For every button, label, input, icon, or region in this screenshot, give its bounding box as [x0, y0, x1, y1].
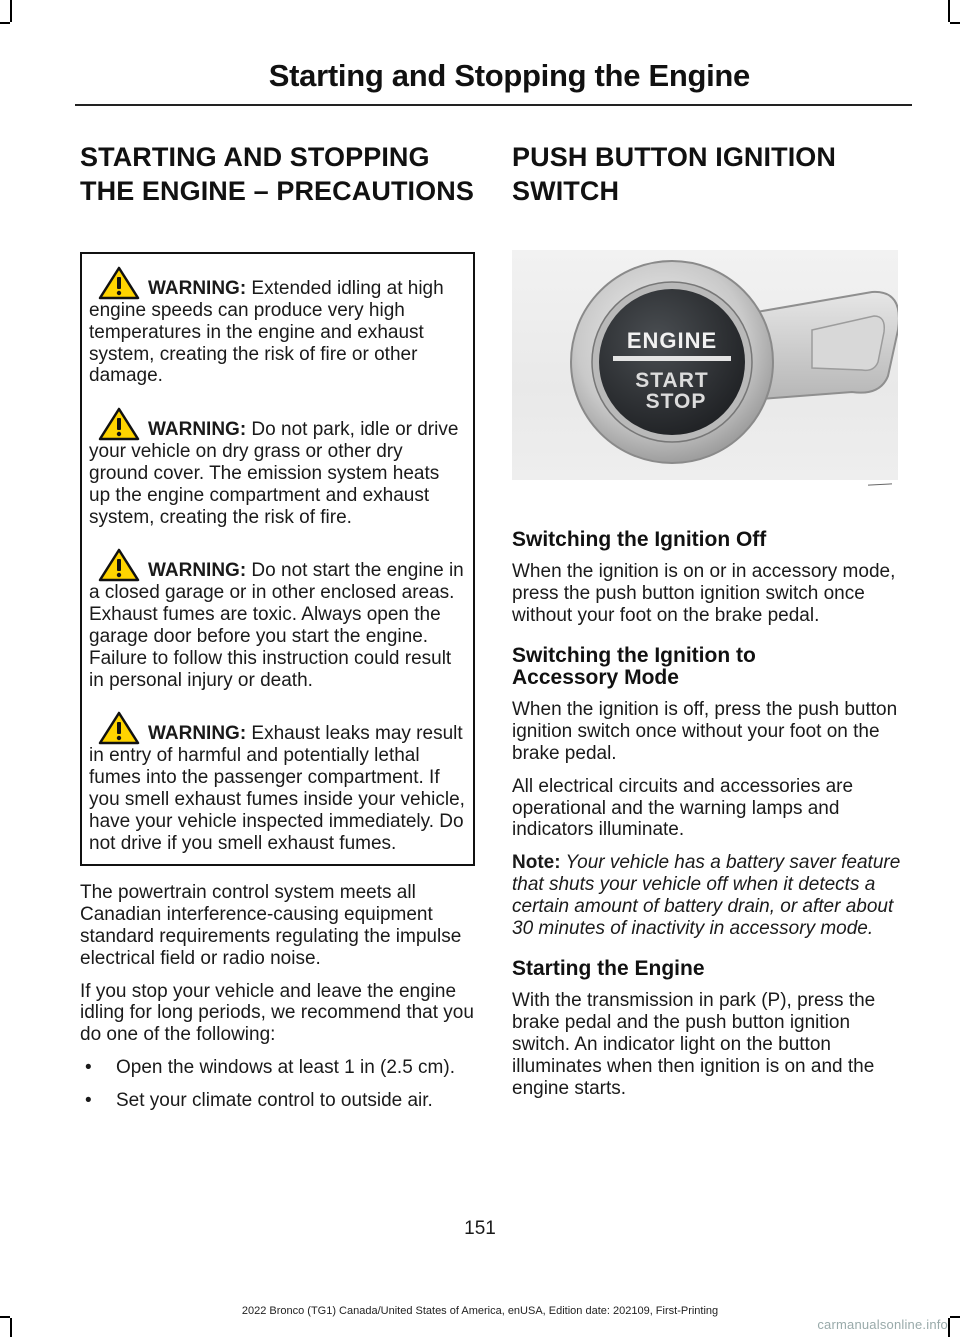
- warning-item: [89, 548, 465, 691]
- crop-mark: [10, 0, 12, 22]
- footer: 2022 Bronco (TG1) Canada/United States of America, enUSA, Edition date: 202109, First-Printing: [241, 1305, 719, 1317]
- body-text: [80, 882, 475, 1111]
- page-number: 151: [464, 1218, 496, 1239]
- section-heading-push-button: [512, 140, 910, 208]
- warning-label: WARNING:: [148, 560, 247, 582]
- section-heading-precautions: [80, 140, 475, 208]
- warning-label: WARNING:: [148, 278, 247, 299]
- right-column: [512, 140, 910, 1110]
- ignition-button-illustration: [512, 250, 898, 480]
- warning-box: [80, 252, 475, 866]
- ignition-button-icon: [512, 250, 898, 480]
- subheading-line: Accessory Mode: [512, 666, 679, 690]
- warning-label: WARNING:: [148, 723, 247, 745]
- crop-mark: [0, 22, 10, 24]
- stop-label: STOP: [645, 390, 707, 413]
- warning-text: Exhaust leaks may result in entry of harmful and potentially lethal fumes into the passenger compartment. If you smell exhaust fumes inside your vehicle, have your vehicle inspected immediately. Do not drive if you smell exhaust fumes.: [89, 723, 465, 854]
- paragraph: The powertrain control system meets all Canadian interference-causing equipment standard requirements regulating the impulse electrical field or radio noise.: [80, 882, 462, 969]
- heading-line: PUSH BUTTON IGNITION: [512, 142, 837, 172]
- warning-triangle-icon: [98, 407, 140, 441]
- paragraph: When the ignition is on or in accessory mode, press the push button ignition switch once without your foot on the brake pedal.: [512, 561, 896, 626]
- warning-triangle-icon: [98, 548, 140, 582]
- paragraph: If you stop your vehicle and leave the engine idling for long periods, we recommend that you do one of the following:: [80, 980, 474, 1046]
- crop-mark: [950, 22, 960, 24]
- list-item: • Open the windows at least 1 in (2.5 cm).: [80, 1057, 475, 1079]
- left-column: [80, 140, 475, 1123]
- warning-triangle-icon: [98, 266, 140, 300]
- paragraph: When the ignition is off, press the push button ignition switch once without your foot on the brake pedal.: [512, 699, 898, 764]
- watermark: carmanualsonline.info: [817, 1317, 948, 1332]
- subheading-ignition-off: Switching the Ignition Off: [512, 528, 767, 551]
- note-text: Your vehicle has a battery saver feature that shuts your vehicle off when it detects a certain amount of battery drain, or after about 30 minutes of inactivity in accessory mode.: [512, 852, 901, 939]
- crop-mark: [948, 0, 950, 22]
- subheading-accessory-mode: [512, 645, 910, 689]
- warning-item: [89, 407, 465, 528]
- heading-line: STARTING AND STOPPING: [80, 142, 430, 172]
- bullet-list: [80, 1057, 475, 1112]
- warning-text: Do not park, idle or drive your vehicle on dry grass or other dry ground cover. The emission system heats up the engine compartment and exhaust system, creating the risk of fire.: [89, 419, 459, 528]
- heading-line: SWITCH: [512, 176, 620, 206]
- crop-mark: [10, 1318, 12, 1337]
- warning-item: [89, 266, 465, 387]
- heading-line: THE ENGINE – PRECAUTIONS: [80, 176, 474, 206]
- note: [512, 852, 910, 939]
- subheading-starting-engine: Starting the Engine: [512, 957, 705, 981]
- warning-triangle-icon: [98, 711, 140, 745]
- warning-label: WARNING:: [148, 419, 247, 441]
- paragraph: All electrical circuits and accessories are operational and the warning lamps and indicators illuminate.: [512, 775, 854, 841]
- page-title: Starting and Stopping the Engine: [268, 58, 750, 93]
- engine-label: ENGINE: [626, 328, 718, 353]
- note-label: Note:: [512, 852, 561, 874]
- warning-text: Do not start the engine in a closed garage or in other enclosed areas. Exhaust fumes are toxic. Always open the garage door before you start the engine. Failure to follow this instruction could result in personal injury or death.: [89, 560, 464, 691]
- list-item: • Set your climate control to outside air.: [80, 1090, 475, 1112]
- start-label: START: [635, 369, 709, 392]
- warning-text: Extended idling at high engine speeds can produce very high temperatures in the engine and exhaust system, creating the risk of fire or other damage.: [89, 278, 444, 387]
- crop-mark: [948, 1318, 950, 1337]
- subheading-line: Switching the Ignition to: [512, 644, 756, 668]
- paragraph: With the transmission in park (P), press the brake pedal and the push button ignition switch. An indicator light on the button illuminates when then ignition is on and the engine starts.: [512, 990, 876, 1099]
- header-rule: [75, 104, 912, 106]
- warning-item: [89, 711, 465, 854]
